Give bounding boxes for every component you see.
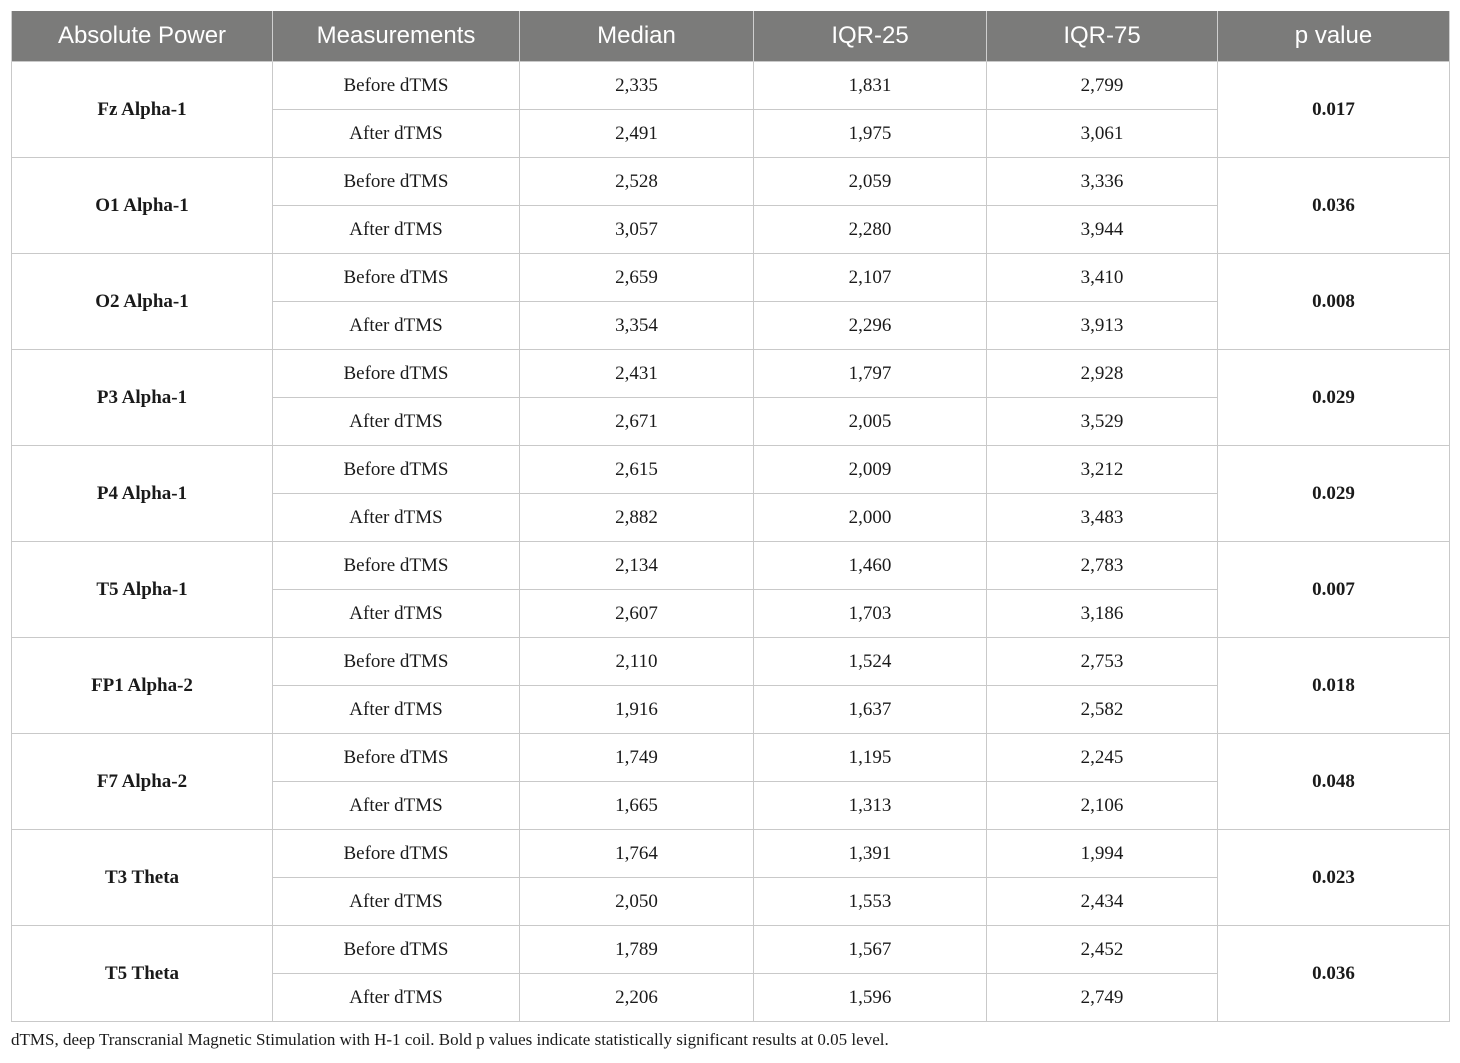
header-absolute-power: Absolute Power bbox=[12, 11, 273, 62]
median-cell: 2,110 bbox=[520, 638, 754, 686]
absolute-power-cell: T5 Theta bbox=[12, 926, 273, 1022]
iqr-75-cell: 3,529 bbox=[987, 398, 1218, 446]
iqr-25-cell: 1,195 bbox=[754, 734, 987, 782]
header-measurements: Measurements bbox=[273, 11, 520, 62]
iqr-25-cell: 1,391 bbox=[754, 830, 987, 878]
measurement-cell: Before dTMS bbox=[273, 254, 520, 302]
measurement-cell: After dTMS bbox=[273, 494, 520, 542]
p-value-cell: 0.018 bbox=[1218, 638, 1450, 734]
iqr-25-cell: 2,107 bbox=[754, 254, 987, 302]
iqr-75-cell: 2,452 bbox=[987, 926, 1218, 974]
iqr-75-cell: 2,783 bbox=[987, 542, 1218, 590]
table-row bbox=[12, 254, 1450, 302]
median-cell: 2,050 bbox=[520, 878, 754, 926]
iqr-25-cell: 1,313 bbox=[754, 782, 987, 830]
absolute-power-cell: F7 Alpha-2 bbox=[12, 734, 273, 830]
table-body bbox=[12, 62, 1450, 1022]
header-row bbox=[12, 11, 1450, 62]
iqr-25-cell: 1,524 bbox=[754, 638, 987, 686]
iqr-25-cell: 2,005 bbox=[754, 398, 987, 446]
measurement-cell: Before dTMS bbox=[273, 542, 520, 590]
median-cell: 2,607 bbox=[520, 590, 754, 638]
p-value-cell: 0.048 bbox=[1218, 734, 1450, 830]
measurement-cell: After dTMS bbox=[273, 110, 520, 158]
header-iqr-25: IQR-25 bbox=[754, 11, 987, 62]
iqr-25-cell: 1,703 bbox=[754, 590, 987, 638]
median-cell: 2,491 bbox=[520, 110, 754, 158]
median-cell: 2,206 bbox=[520, 974, 754, 1022]
measurement-cell: After dTMS bbox=[273, 206, 520, 254]
median-cell: 2,134 bbox=[520, 542, 754, 590]
measurement-cell: Before dTMS bbox=[273, 350, 520, 398]
table-row bbox=[12, 542, 1450, 590]
median-cell: 1,789 bbox=[520, 926, 754, 974]
iqr-75-cell: 2,582 bbox=[987, 686, 1218, 734]
median-cell: 1,764 bbox=[520, 830, 754, 878]
results-table-container bbox=[11, 11, 1449, 1022]
median-cell: 1,749 bbox=[520, 734, 754, 782]
p-value-cell: 0.036 bbox=[1218, 926, 1450, 1022]
p-value-cell: 0.029 bbox=[1218, 446, 1450, 542]
measurement-cell: After dTMS bbox=[273, 590, 520, 638]
absolute-power-cell: Fz Alpha-1 bbox=[12, 62, 273, 158]
median-cell: 2,528 bbox=[520, 158, 754, 206]
measurement-cell: After dTMS bbox=[273, 974, 520, 1022]
table-row bbox=[12, 830, 1450, 878]
absolute-power-cell: P4 Alpha-1 bbox=[12, 446, 273, 542]
median-cell: 3,354 bbox=[520, 302, 754, 350]
median-cell: 2,671 bbox=[520, 398, 754, 446]
median-cell: 2,335 bbox=[520, 62, 754, 110]
measurement-cell: After dTMS bbox=[273, 686, 520, 734]
iqr-25-cell: 2,280 bbox=[754, 206, 987, 254]
iqr-75-cell: 3,913 bbox=[987, 302, 1218, 350]
measurement-cell: After dTMS bbox=[273, 302, 520, 350]
iqr-75-cell: 2,799 bbox=[987, 62, 1218, 110]
measurement-cell: Before dTMS bbox=[273, 158, 520, 206]
iqr-75-cell: 1,994 bbox=[987, 830, 1218, 878]
iqr-25-cell: 2,059 bbox=[754, 158, 987, 206]
measurement-cell: Before dTMS bbox=[273, 62, 520, 110]
absolute-power-cell: O2 Alpha-1 bbox=[12, 254, 273, 350]
measurement-cell: Before dTMS bbox=[273, 446, 520, 494]
table-row bbox=[12, 62, 1450, 110]
iqr-25-cell: 1,553 bbox=[754, 878, 987, 926]
p-value-cell: 0.023 bbox=[1218, 830, 1450, 926]
measurement-cell: After dTMS bbox=[273, 878, 520, 926]
absolute-power-cell: FP1 Alpha-2 bbox=[12, 638, 273, 734]
iqr-75-cell: 3,336 bbox=[987, 158, 1218, 206]
p-value-cell: 0.029 bbox=[1218, 350, 1450, 446]
iqr-25-cell: 1,460 bbox=[754, 542, 987, 590]
header-median: Median bbox=[520, 11, 754, 62]
absolute-power-cell: P3 Alpha-1 bbox=[12, 350, 273, 446]
absolute-power-cell: T5 Alpha-1 bbox=[12, 542, 273, 638]
iqr-75-cell: 2,749 bbox=[987, 974, 1218, 1022]
iqr-25-cell: 2,296 bbox=[754, 302, 987, 350]
measurement-cell: After dTMS bbox=[273, 398, 520, 446]
iqr-25-cell: 1,975 bbox=[754, 110, 987, 158]
p-value-cell: 0.007 bbox=[1218, 542, 1450, 638]
p-value-cell: 0.036 bbox=[1218, 158, 1450, 254]
iqr-25-cell: 2,009 bbox=[754, 446, 987, 494]
median-cell: 2,615 bbox=[520, 446, 754, 494]
measurement-cell: Before dTMS bbox=[273, 734, 520, 782]
results-table bbox=[11, 11, 1450, 1022]
table-row bbox=[12, 446, 1450, 494]
iqr-75-cell: 2,106 bbox=[987, 782, 1218, 830]
measurement-cell: After dTMS bbox=[273, 782, 520, 830]
table-row bbox=[12, 734, 1450, 782]
iqr-25-cell: 1,637 bbox=[754, 686, 987, 734]
median-cell: 2,659 bbox=[520, 254, 754, 302]
iqr-25-cell: 1,797 bbox=[754, 350, 987, 398]
iqr-75-cell: 3,483 bbox=[987, 494, 1218, 542]
iqr-75-cell: 3,410 bbox=[987, 254, 1218, 302]
iqr-75-cell: 2,928 bbox=[987, 350, 1218, 398]
header-p-value: p value bbox=[1218, 11, 1450, 62]
median-cell: 2,431 bbox=[520, 350, 754, 398]
header-iqr-75: IQR-75 bbox=[987, 11, 1218, 62]
table-row bbox=[12, 350, 1450, 398]
iqr-75-cell: 3,944 bbox=[987, 206, 1218, 254]
measurement-cell: Before dTMS bbox=[273, 830, 520, 878]
iqr-25-cell: 1,596 bbox=[754, 974, 987, 1022]
p-value-cell: 0.017 bbox=[1218, 62, 1450, 158]
iqr-75-cell: 2,245 bbox=[987, 734, 1218, 782]
median-cell: 2,882 bbox=[520, 494, 754, 542]
iqr-75-cell: 3,212 bbox=[987, 446, 1218, 494]
iqr-75-cell: 2,753 bbox=[987, 638, 1218, 686]
median-cell: 3,057 bbox=[520, 206, 754, 254]
table-row bbox=[12, 158, 1450, 206]
iqr-75-cell: 3,061 bbox=[987, 110, 1218, 158]
table-footnote: dTMS, deep Transcranial Magnetic Stimulation with H-1 coil. Bold p values indicate statistically significant results at 0.05 level. bbox=[11, 1030, 889, 1049]
table-row bbox=[12, 926, 1450, 974]
iqr-25-cell: 1,831 bbox=[754, 62, 987, 110]
absolute-power-cell: T3 Theta bbox=[12, 830, 273, 926]
p-value-cell: 0.008 bbox=[1218, 254, 1450, 350]
iqr-75-cell: 2,434 bbox=[987, 878, 1218, 926]
iqr-25-cell: 2,000 bbox=[754, 494, 987, 542]
iqr-25-cell: 1,567 bbox=[754, 926, 987, 974]
measurement-cell: Before dTMS bbox=[273, 926, 520, 974]
measurement-cell: Before dTMS bbox=[273, 638, 520, 686]
table-row bbox=[12, 638, 1450, 686]
median-cell: 1,916 bbox=[520, 686, 754, 734]
iqr-75-cell: 3,186 bbox=[987, 590, 1218, 638]
absolute-power-cell: O1 Alpha-1 bbox=[12, 158, 273, 254]
median-cell: 1,665 bbox=[520, 782, 754, 830]
